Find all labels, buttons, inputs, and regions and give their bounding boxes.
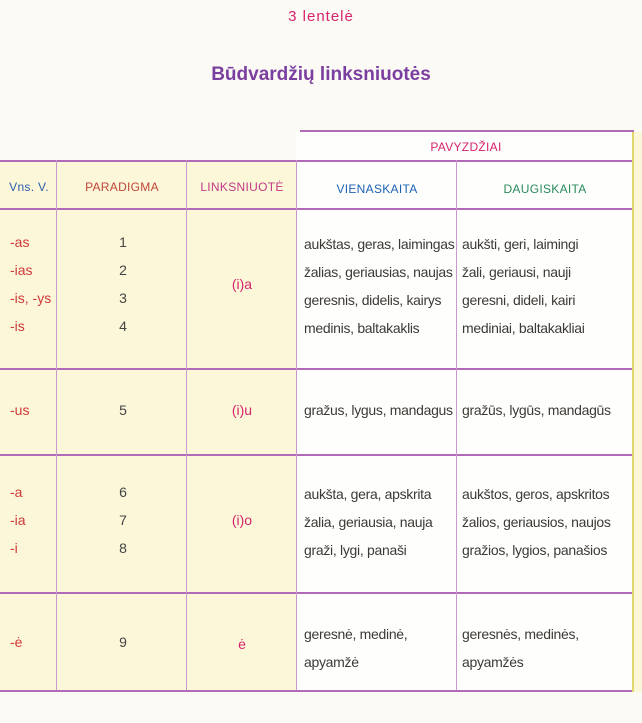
ending: -is [10, 318, 25, 334]
group-2-plural [462, 396, 632, 424]
group-1-plural [462, 230, 632, 342]
singular-example: graži, lygi, panaši [304, 542, 407, 558]
group-3-endings [10, 478, 54, 562]
header-vns: Vns. V. [9, 180, 49, 194]
singular-example: geresnė, medinė, [304, 626, 408, 642]
group-1-singular [304, 230, 456, 342]
header-paradigm: PARADIGMA [85, 180, 159, 194]
singular-example: medinis, baltakaklis [304, 320, 420, 336]
paradigm-number: 5 [119, 402, 127, 418]
group-4-plural [462, 620, 632, 676]
paradigm-number: 2 [119, 262, 127, 278]
rule-header-bottom [0, 208, 634, 210]
group-2-singular [304, 396, 456, 424]
ending: -a [10, 484, 23, 500]
plural-example: mediniai, baltakakliai [462, 320, 585, 336]
singular-example: aukšta, gera, apskrita [304, 486, 432, 502]
paradigm-number: 7 [119, 512, 127, 528]
rule-group-2-bottom [0, 454, 634, 456]
paradigm-number: 9 [119, 634, 127, 650]
plural-example: gražūs, lygūs, mandagūs [462, 402, 611, 418]
header-singular: VIENASKAITA [336, 182, 418, 196]
rule-group-1-bottom [0, 368, 634, 370]
plural-example: gražios, lygios, panašios [462, 542, 608, 558]
rule-col-4 [456, 160, 457, 690]
group-4-declension: ė [238, 636, 246, 652]
singular-example: žalia, geriausia, nauja [304, 514, 433, 530]
rule-right-edge [632, 132, 634, 692]
group-4-paradigms [58, 628, 188, 656]
group-1-declension: (i)a [231, 276, 253, 292]
paradigm-number: 3 [119, 290, 127, 306]
ending: -is, -ys [10, 290, 52, 306]
paradigm-number: 6 [119, 484, 127, 500]
group-3-declension: (i)o [231, 512, 253, 528]
group-2-endings [10, 396, 54, 424]
group-4-endings [10, 628, 54, 656]
ending: -ia [10, 512, 26, 528]
plural-example: geresni, dideli, kairi [462, 292, 576, 308]
rule-col-1 [56, 160, 57, 690]
rule-table-bottom [0, 690, 634, 692]
header-declension: LINKSNIUOTĖ [200, 180, 284, 194]
paradigm-number: 1 [119, 234, 127, 250]
singular-example: žalias, geriausias, naujas [304, 264, 453, 280]
plural-example: geresnės, medinės, [462, 626, 579, 642]
rule-header-top [0, 160, 634, 162]
plural-example: aukštos, geros, apskritos [462, 486, 610, 502]
group-3-singular [304, 480, 456, 564]
paradigm-number: 4 [119, 318, 127, 334]
group-2-paradigms [58, 396, 188, 424]
plural-example: žalios, geriausios, naujos [462, 514, 611, 530]
ending: -ias [10, 262, 33, 278]
singular-example: gražus, lygus, mandagus [304, 402, 453, 418]
table-number: 3 lentelė [288, 8, 354, 25]
singular-example: geresnis, didelis, kairys [304, 292, 442, 308]
rule-examples-top [300, 130, 634, 132]
plural-example: aukšti, geri, laimingi [462, 236, 579, 252]
rule-group-3-bottom [0, 592, 634, 594]
group-1-endings [10, 228, 54, 340]
paradigm-number: 8 [119, 540, 127, 556]
ending: -i [10, 540, 18, 556]
singular-example: aukštas, geras, laimingas [304, 236, 455, 252]
header-examples: PAVYZDŽIAI [430, 140, 502, 154]
group-3-plural [462, 480, 632, 564]
ending: -ė [10, 634, 23, 650]
group-2-declension: (i)u [231, 402, 253, 418]
plural-example: apyamžės [462, 654, 524, 670]
ending: -us [10, 402, 30, 418]
plural-example: žali, geriausi, nauji [462, 264, 571, 280]
header-plural: DAUGISKAITA [503, 182, 587, 196]
group-3-paradigms [58, 478, 188, 562]
group-1-paradigms [58, 228, 188, 340]
rule-col-3 [296, 160, 297, 690]
singular-example: apyamžė [304, 654, 359, 670]
ending: -as [10, 234, 30, 250]
group-4-singular [304, 620, 456, 676]
table-title: Būdvardžių linksniuotės [211, 64, 431, 85]
